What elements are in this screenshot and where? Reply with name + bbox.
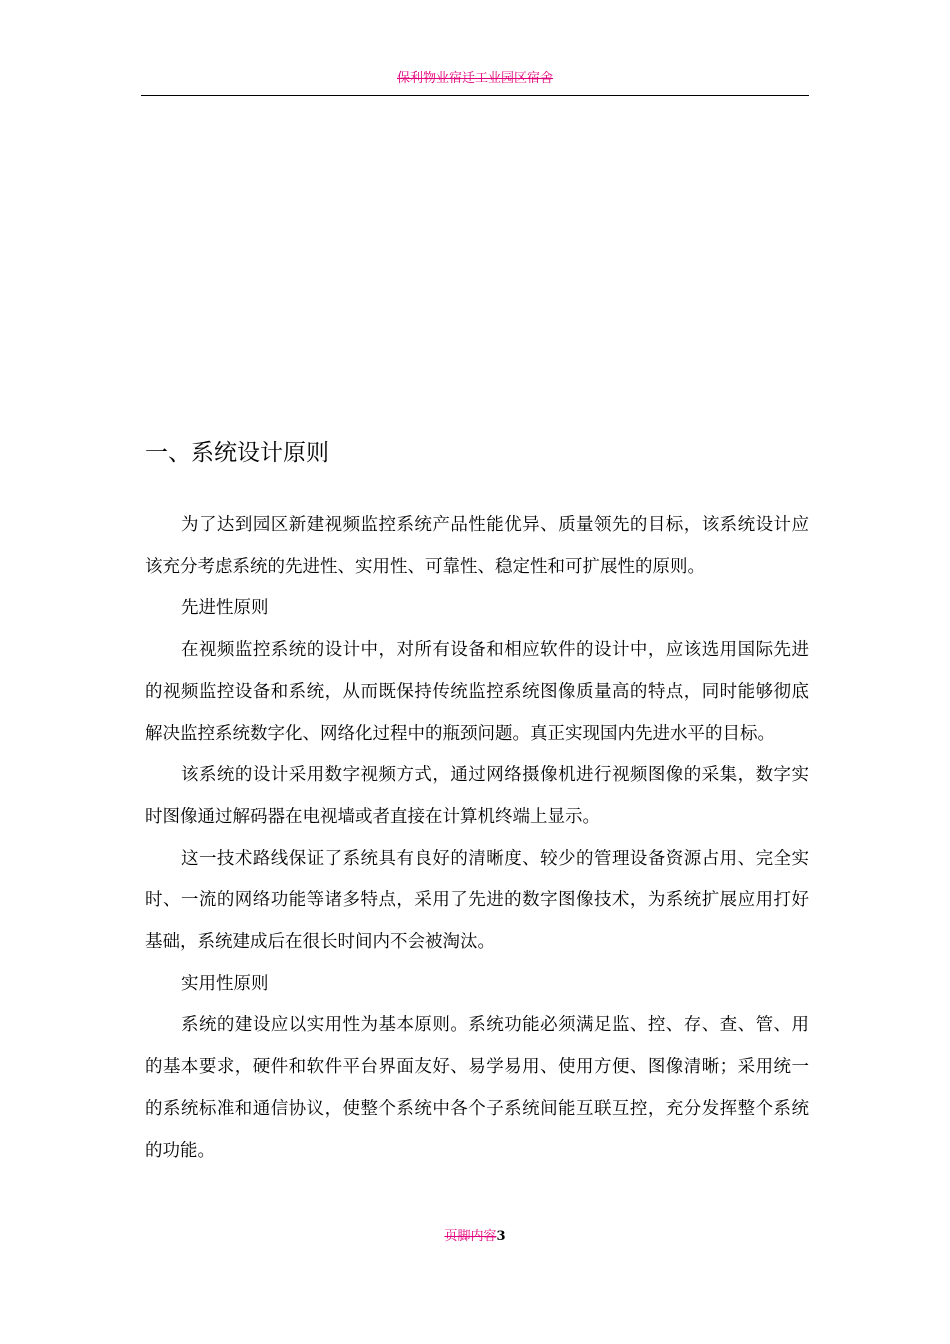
header-rule <box>141 95 809 96</box>
paragraph-advanced-1: 在视频监控系统的设计中，对所有设备和相应软件的设计中，应该选用国际先进的视频监控设备和系统，从而既保持传统监控系统图像质量高的特点，同时能够彻底解决监控系统数字化、网络化过程中的瓶颈问题。真正实现国内先进水平的目标。 <box>145 640 809 744</box>
page-footer <box>0 1228 950 1246</box>
paragraph-practical: 系统的建设应以实用性为基本原则。系统功能必须满足监、控、存、查、管、用的基本要求，硬件和软件平台界面友好、易学易用、使用方便、图像清晰；采用统一的系统标准和通信协议，使整个系统中各个子系统间能互联互控，充分发挥整个系统的功能。 <box>145 1015 809 1161</box>
body-text <box>145 505 809 1172</box>
subheading-practical-principle: 实用性原则 <box>181 973 269 994</box>
page-header: 保利物业宿迁工业园区宿舍 <box>396 71 553 86</box>
page-number: 3 <box>496 1229 506 1244</box>
subheading-advanced-principle: 先进性原则 <box>181 598 269 619</box>
paragraph-advanced-3: 这一技术路线保证了系统具有良好的清晰度、较少的管理设备资源占用、完全实时、一流的网络功能等诸多特点，采用了先进的数字图像技术，为系统扩展应用打好基础，系统建成后在很长时间内不会被淘汰。 <box>145 848 809 953</box>
section-title: 一、系统设计原则 <box>145 440 329 466</box>
footer-label: 页脚内容 <box>444 1229 497 1244</box>
paragraph-advanced-2: 该系统的设计采用数字视频方式，通过网络摄像机进行视频图像的采集，数字实时图像通过解码器在电视墙或者直接在计算机终端上显示。 <box>145 765 809 827</box>
paragraph-intro: 为了达到园区新建视频监控系统产品性能优异、质量领先的目标，该系统设计应该充分考虑系统的先进性、实用性、可靠性、稳定性和可扩展性的原则。 <box>145 515 809 577</box>
